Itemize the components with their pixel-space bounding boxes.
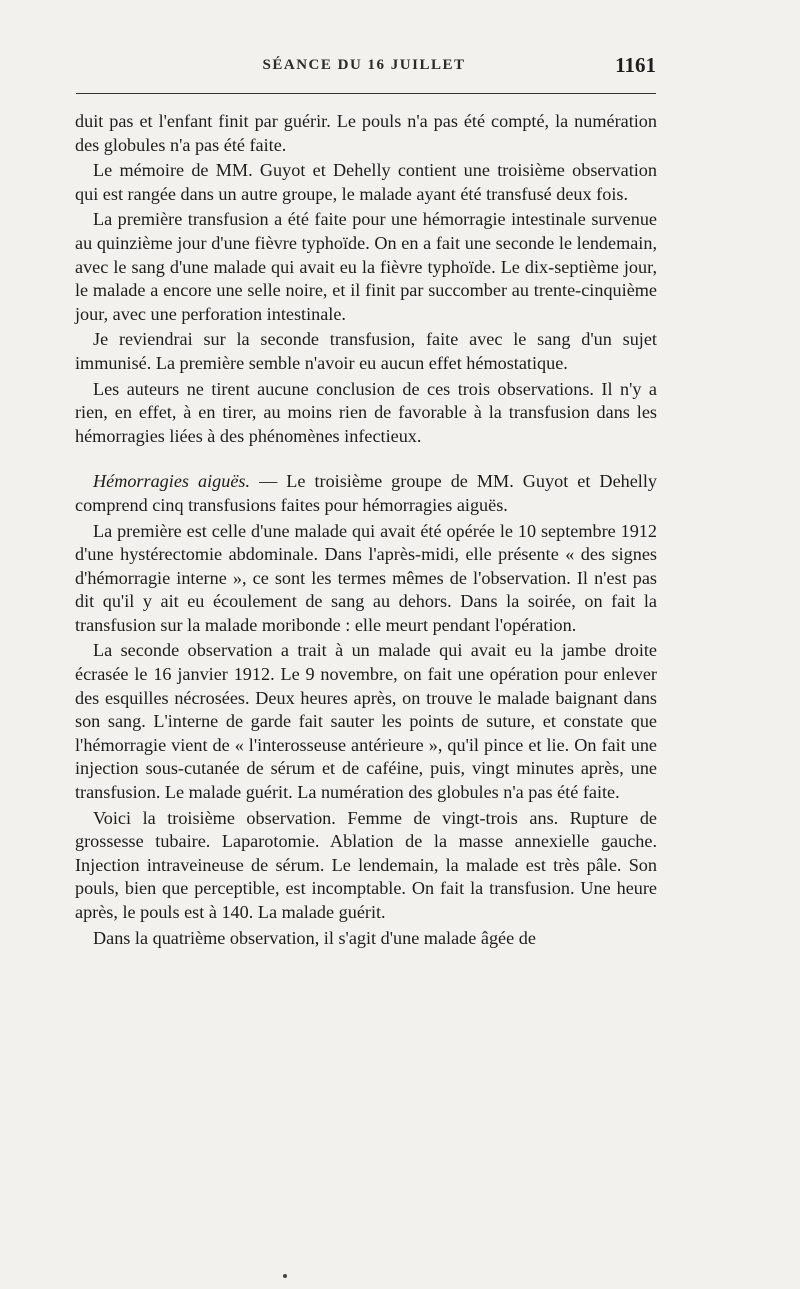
paragraph: La première est celle d'une malade qui avait été opérée le 10 septembre 1912 d'une hystérectomie abdominale. Dans l'après-midi, elle présente « des signes d'hémorragie interne », ce sont les termes mêmes de l'observation. Il n'est pas dit qu'il y ait eu écoulement de sang au dehors. Dans la soirée, on fait la transfusion sur la malade moribonde : elle meurt pendant l'opération. <box>75 520 657 635</box>
running-head <box>72 53 656 83</box>
page-number: 1161 <box>615 53 656 77</box>
header-rule <box>76 93 656 94</box>
paragraph: Voici la troisième observation. Femme de vingt-trois ans. Rupture de grossesse tubaire. Laparotomie. Ablation de la masse annexielle gauche. Injection intraveineuse de sérum. Le lendemain, la malade est très pâle. Son pouls, bien que perceptible, est incomptable. On fait la transfusion. Une heure après, le pouls est à 140. La malade guérit. <box>75 807 657 922</box>
running-title: SÉANCE DU 16 JUILLET <box>262 57 466 73</box>
body-text <box>75 110 657 952</box>
paragraph: Dans la quatrième observation, il s'agit d'une malade âgée de <box>93 927 536 948</box>
paragraph: Le mémoire de MM. Guyot et Dehelly contient une troisième observation qui est rangée dans un autre groupe, le malade ayant été transfusé deux fois. <box>75 160 657 204</box>
paragraph: duit pas et l'enfant finit par guérir. Le pouls n'a pas été compté, la numération des globules n'a pas été faite. <box>75 111 657 155</box>
paragraph: La première transfusion a été faite pour une hémorragie intestinale survenue au quinzième jour d'une fièvre typhoïde. On en a fait une seconde le lendemain, avec le sang d'une malade qui avait eu la fièvre typhoïde. Le dix-septième jour, le malade a encore une selle noire, et il finit par succomber au trente-cinquième jour, avec une perforation intestinale. <box>75 209 657 324</box>
section-heading: Hémorragies aiguës. <box>93 471 251 492</box>
paragraph: Je reviendrai sur la seconde transfusion, faite avec le sang d'un sujet immunisé. La première semble n'avoir eu aucun effet hémostatique. <box>75 329 657 373</box>
section-intro: — Le troisième groupe de MM. Guyot et Dehelly comprend cinq transfusions faites pour hémorragies aiguës. <box>75 471 658 515</box>
printer-mark <box>283 1274 287 1278</box>
paragraph: Les auteurs ne tirent aucune conclusion de ces trois observations. Il n'y a rien, en effet, à en tirer, au moins rien de favorable à la transfusion dans les hémorragies liées à des phénomènes infectieux. <box>75 378 657 446</box>
section-paragraph <box>75 470 657 517</box>
paragraph: La seconde observation a trait à un malade qui avait eu la jambe droite écrasée le 16 janvier 1912. Le 9 novembre, on fait une opération pour enlever des esquilles nécrosées. Deux heures après, on trouve le malade baignant dans son sang. L'interne de garde fait sauter les points de suture, et constate que l'hémorragie vient de « l'interosseuse antérieure », qu'il pince et lie. On fait une injection sous-cutanée de sérum et de caféine, puis, vingt minutes après, une transfusion. Le malade guérit. La numération des globules n'a pas été faite. <box>75 640 657 803</box>
